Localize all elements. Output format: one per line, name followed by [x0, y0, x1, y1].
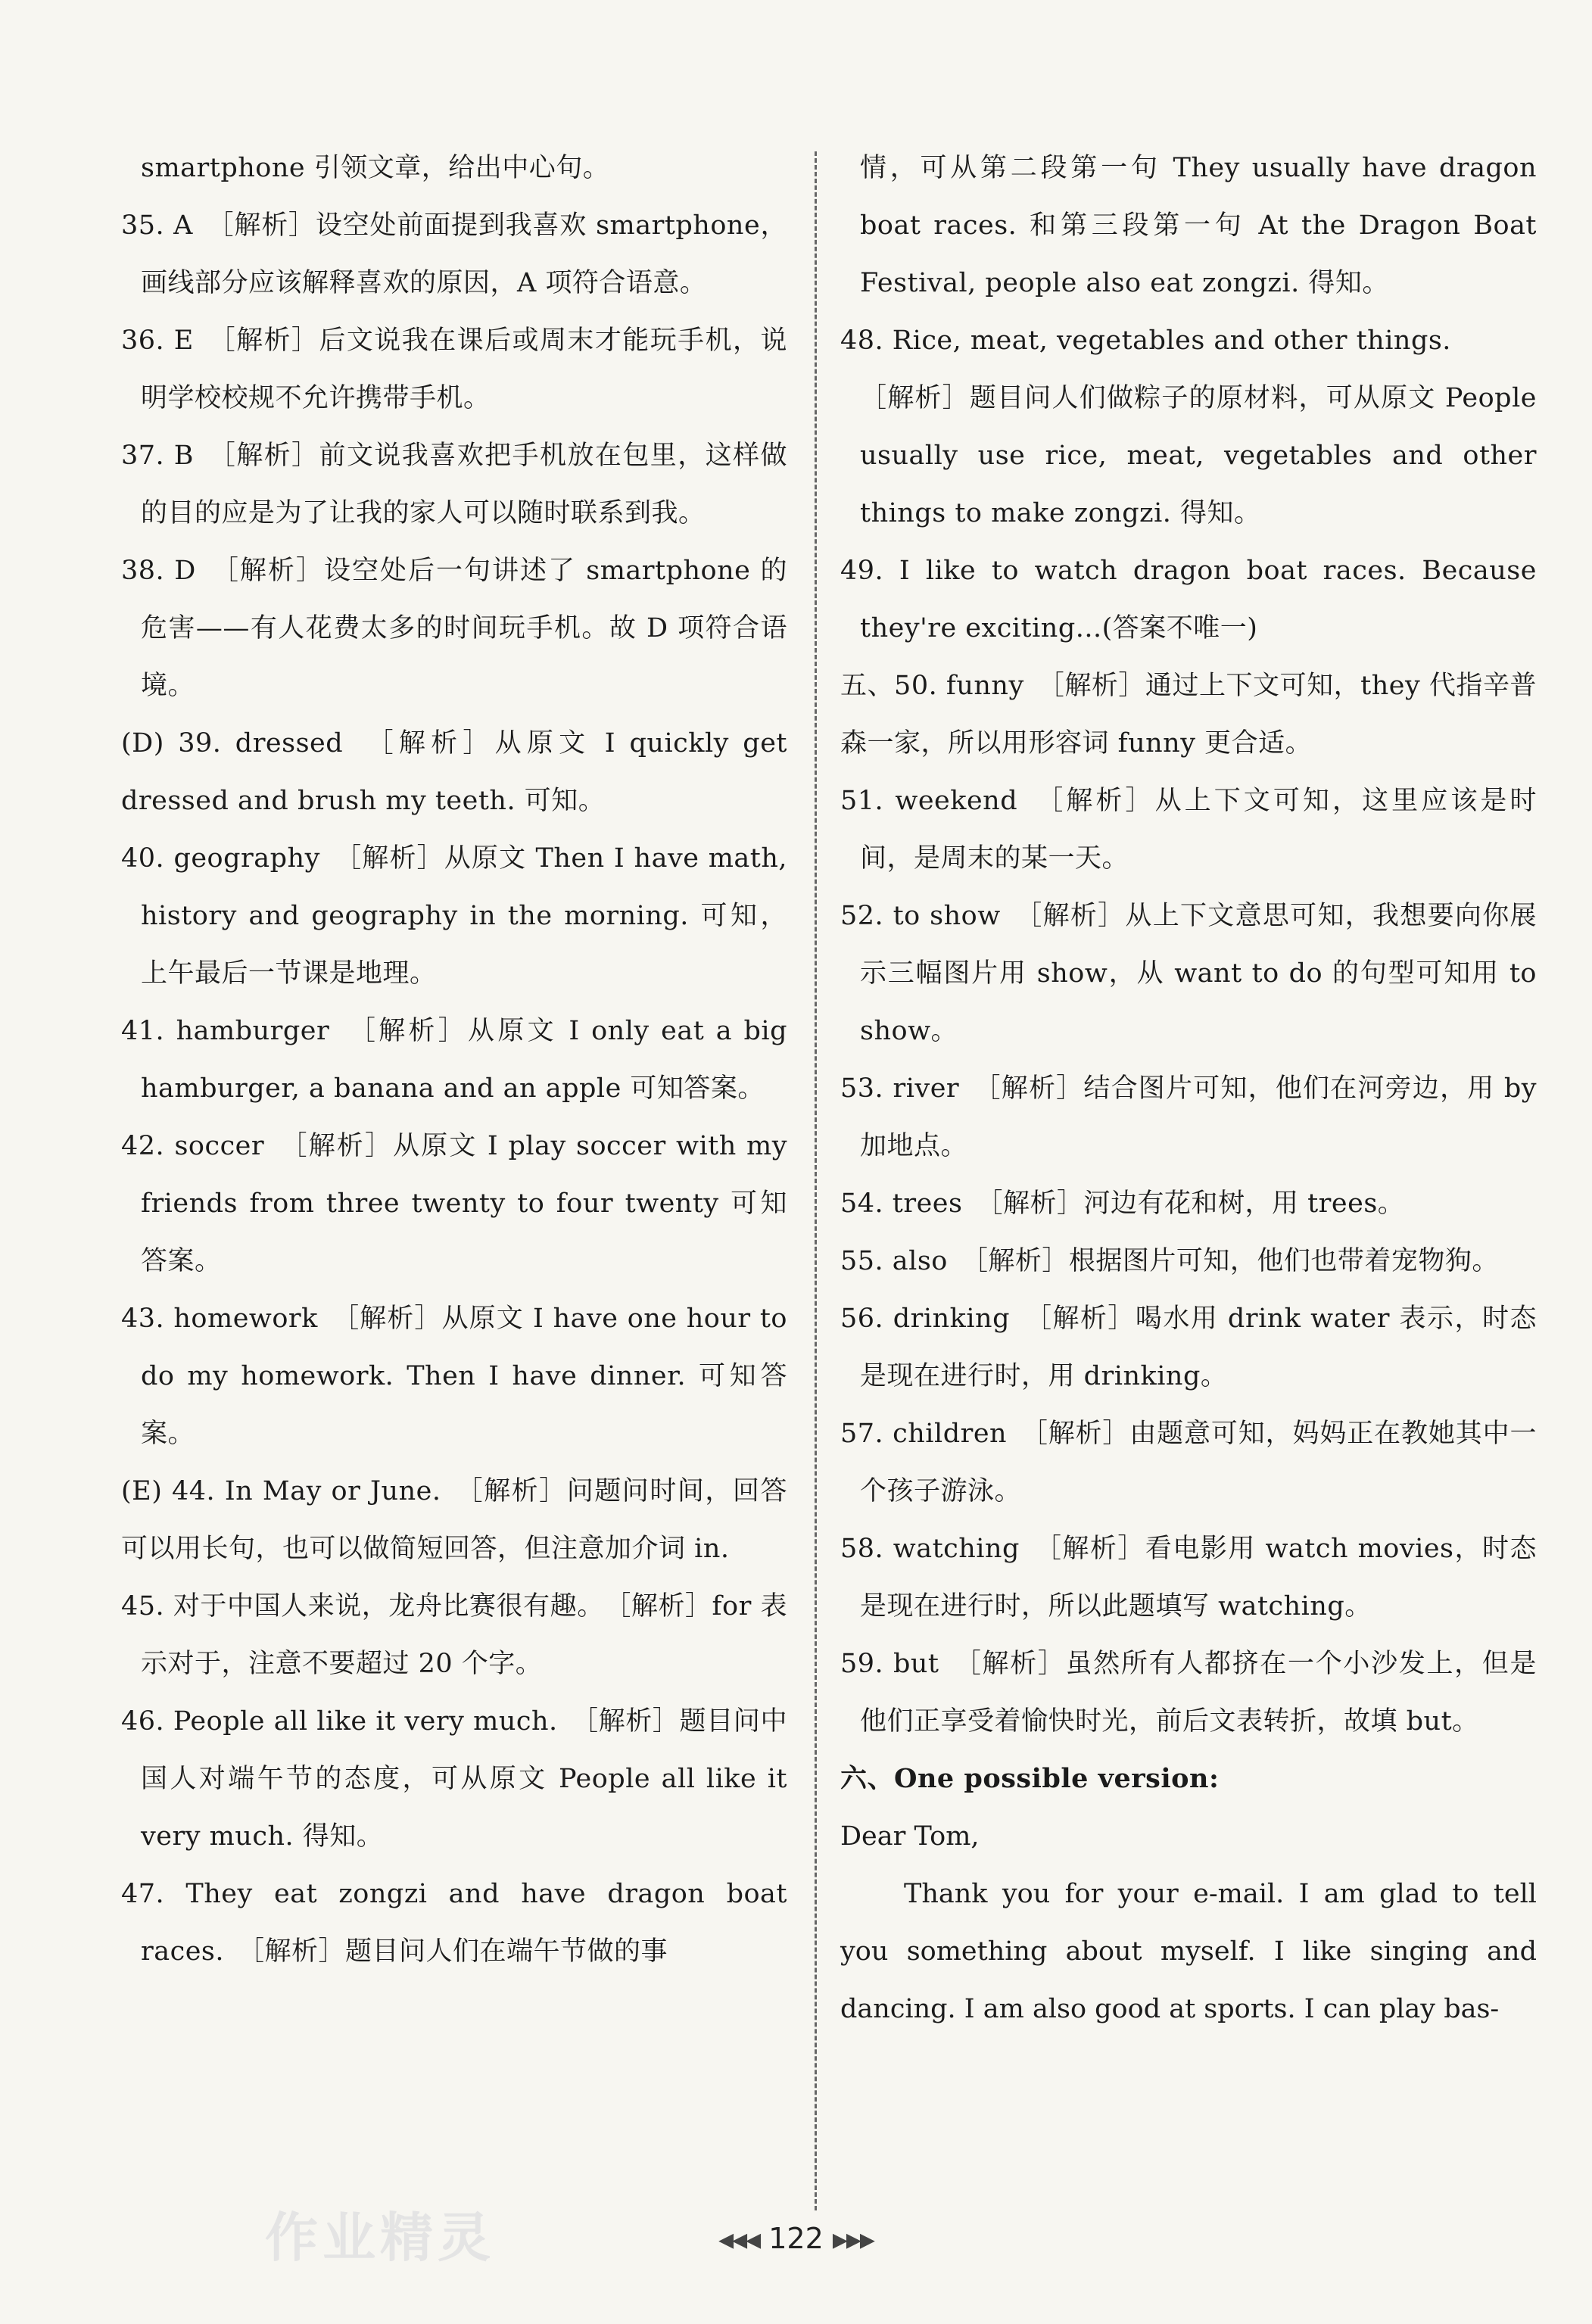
left-arrows-icon: ◀◀◀: [718, 2229, 760, 2252]
right-arrows-icon: ▶▶▶: [832, 2229, 874, 2252]
answer-41: 41. hamburger ［解析］从原文 I only eat a big hamburger, a banana and an apple 可知答案。: [121, 1016, 787, 1104]
answer-48: 48. Rice, meat, vegetables and other things.: [840, 326, 1451, 356]
answer-45: 45. 对于中国人来说，龙舟比赛很有趣。 ［解析］for 表示对于，注意不要超过 20 个字。: [121, 1591, 787, 1679]
letter-body: Thank you for your e-mail. I am glad to tell you something about myself. I like singing and dancing. I am also good at sports. I can play bas-: [840, 1879, 1537, 2024]
answer-52: 52. to show ［解析］从上下文意思可知，我想要向你展示三幅图片用 show，从 want to do 的句型可知用 to show。: [840, 901, 1537, 1046]
answer-35: 35. A ［解析］设空处前面提到我喜欢 smartphone，画线部分应该解释喜欢的原因，A 项符合语意。: [121, 210, 787, 298]
answer-51: 51. weekend ［解析］从上下文可知，这里应该是时间，是周末的某一天。: [840, 786, 1537, 874]
answer-50: 五、50. funny ［解析］通过上下文可知，they 代指辛普森一家，所以用形容词 funny 更合适。: [840, 671, 1537, 759]
column-divider: [815, 151, 817, 2210]
continued-text: smartphone 引领文章，给出中心句。: [141, 153, 610, 183]
answer-42: 42. soccer ［解析］从原文 I play soccer with my friends from three twenty to four twenty 可知答案。: [121, 1131, 787, 1276]
answer-49: 49. I like to watch dragon boat races. Because they're exciting...(答案不唯一): [840, 556, 1537, 643]
answer-37: 37. B ［解析］前文说我喜欢把手机放在包里，这样做的目的应是为了让我的家人可以随时联系到我。: [121, 441, 787, 528]
answer-56: 56. drinking ［解析］喝水用 drink water 表示，时态是现在进行时，用 drinking。: [840, 1304, 1537, 1391]
answer-55: 55. also ［解析］根据图片可知，他们也带着宠物狗。: [840, 1246, 1499, 1276]
continued-text: 情，可从第二段第一句 They usually have dragon boat races. 和第三段第一句 At the Dragon Boat Festival, people also eat zongzi. 得知。: [860, 153, 1537, 298]
left-column: [121, 139, 787, 1980]
answer-57: 57. children ［解析］由题意可知，妈妈正在教她其中一个孩子游泳。: [840, 1419, 1537, 1506]
page-number: 122: [768, 2222, 824, 2255]
answer-46: 46. People all like it very much. ［解析］题目问中国人对端午节的态度，可从原文 People all like it very much. 得知。: [121, 1706, 787, 1852]
answer-58: 58. watching ［解析］看电影用 watch movies，时态是现在进行时，所以此题填写 watching。: [840, 1534, 1537, 1622]
answer-54: 54. trees ［解析］河边有花和树，用 trees。: [840, 1188, 1405, 1219]
answer-44: (E) 44. In May or June. ［解析］问题问时间，回答可以用长句，也可以做简短回答，但注意加介词 in.: [121, 1476, 787, 1564]
answer-38: 38. D ［解析］设空处后一句讲述了 smartphone 的危害——有人花费太多的时间玩手机。故 D 项符合语境。: [121, 556, 787, 701]
answer-48-explanation: ［解析］题目问人们做粽子的原材料，可从原文 People usually use rice, meat, vegetables and other things to make zongzi. 得知。: [860, 383, 1537, 528]
section-6-heading: 六、One possible version:: [840, 1763, 1220, 1794]
watermark-logo: 作业精灵: [265, 2207, 495, 2269]
answer-47: 47. They eat zongzi and have dragon boat races. ［解析］题目问人们在端午节做的事: [121, 1879, 787, 1967]
right-column: [840, 139, 1537, 2038]
answer-53: 53. river ［解析］结合图片可知，他们在河旁边，用 by 加地点。: [840, 1073, 1537, 1161]
answer-59: 59. but ［解析］虽然所有人都挤在一个小沙发上，但是他们正享受着愉快时光，前后文表转折，故填 but。: [840, 1649, 1537, 1737]
answer-40: 40. geography ［解析］从原文 Then I have math, history and geography in the morning. 可知，上午最后一节课是地理。: [121, 843, 787, 989]
letter-greeting: Dear Tom,: [840, 1821, 980, 1852]
answer-43: 43. homework ［解析］从原文 I have one hour to do my homework. Then I have dinner. 可知答案。: [121, 1304, 787, 1449]
page-footer: [0, 2222, 1592, 2255]
answer-36: 36. E ［解析］后文说我在课后或周末才能玩手机，说明学校校规不允许携带手机。: [121, 326, 787, 413]
answer-39: (D) 39. dressed ［解析］从原文 I quickly get dressed and brush my teeth. 可知。: [121, 728, 787, 816]
